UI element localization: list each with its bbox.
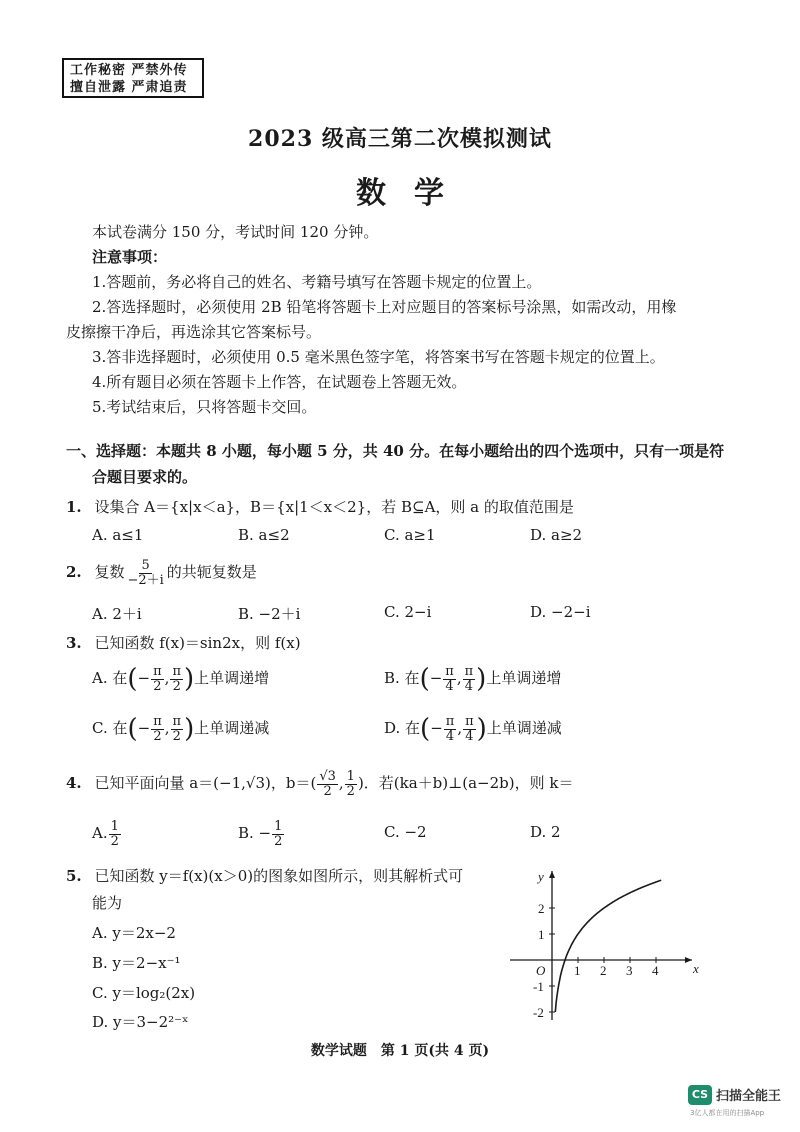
question-2 <box>66 558 257 588</box>
q5-option-c: C. y＝log₂(2x) <box>92 984 196 1002</box>
fraction <box>151 665 164 694</box>
q3-option-b: B. 在(− $\frac{\pi}{4}$ , $\frac{\pi}{4}$ )上单调递增 <box>384 663 562 694</box>
fraction-numerator: π <box>172 713 182 729</box>
y-axis-label: y <box>538 869 544 884</box>
x-tick-label-2: 2 <box>600 963 607 978</box>
option-label: A. <box>92 824 108 842</box>
fraction-numerator: π <box>464 663 474 679</box>
q5-option-a: A. y＝2x−2 <box>92 924 176 942</box>
option-label: B. − <box>238 824 272 842</box>
origin-label: O <box>536 963 546 978</box>
scanner-tagline: 3亿人都在用的扫描App <box>690 1109 765 1117</box>
stamp-line-1: 工作秘密 严禁外传 <box>70 63 188 78</box>
exam-subject: 数学 <box>356 176 472 211</box>
q2-option-b: B. −2＋i <box>238 605 301 623</box>
question-number: 4. <box>66 774 82 792</box>
left-paren: ( <box>419 664 430 694</box>
fraction-denominator: 2 <box>323 783 332 799</box>
page-footer: 数学试题 第 1 页(共 4 页) <box>310 1043 490 1059</box>
fraction-numerator: √3 <box>319 768 336 784</box>
fraction-numerator: 1 <box>110 818 119 834</box>
section-1-heading-cont: 合题目要求的。 <box>92 468 198 486</box>
q1-option-d: D. a≥2 <box>530 526 583 544</box>
question-5 <box>66 866 463 886</box>
fraction-numerator: π <box>172 663 181 679</box>
fraction-denominator: 2 <box>172 728 181 744</box>
y-axis-arrow <box>549 871 555 878</box>
y-tick-label-2: 2 <box>538 901 545 916</box>
notice-2: 2.答选择题时，必须使用 2B 铅笔将答题卡上对应题目的答案标号涂黑，如需改动，用橡 <box>92 298 677 316</box>
fraction-numerator: π <box>445 713 455 729</box>
option-label: B. 在 <box>384 669 420 687</box>
fraction <box>444 715 457 744</box>
notice-4: 4.所有题目必须在答题卡上作答，在试题卷上答题无效。 <box>92 373 467 391</box>
q5-option-d: D. y＝3−2²⁻ˣ <box>92 1013 189 1031</box>
option-suffix: 上单调递增 <box>194 669 270 687</box>
y-tick-label-neg1: -1 <box>533 979 544 994</box>
option-label: D. 在 <box>384 719 421 737</box>
stamp-line-2: 擅自泄露 严肃追责 <box>70 80 188 95</box>
q5-option-b: B. y＝2−x⁻¹ <box>92 954 181 972</box>
fraction-numerator: π <box>153 663 162 679</box>
notice-3: 3.答非选择题时，必须使用 0.5 毫米黑色签字笔，将答案书写在答题卡规定的位置上。 <box>92 348 665 366</box>
question-number: 2. <box>66 563 82 581</box>
question-number: 5. <box>66 867 82 885</box>
question-number: 1. <box>66 498 82 516</box>
notice-2-cont: 皮擦擦干净后，再选涂其它答案标号。 <box>66 323 322 341</box>
fraction-denominator: 4 <box>445 728 455 744</box>
x-tick-label-1: 1 <box>574 963 581 978</box>
q1-option-c: C. a≥1 <box>384 526 436 544</box>
q3-option-d: D. 在(− $\frac{\pi}{4}$ , $\frac{\pi}{4}$ )上单调递减 <box>384 713 562 744</box>
x-axis-arrow <box>685 957 692 963</box>
option-suffix: 上单调递增 <box>486 669 562 687</box>
fraction-denominator: 2 <box>346 783 355 799</box>
fraction-denominator: 2 <box>153 678 162 694</box>
fraction <box>109 820 121 849</box>
scanner-logo: CS <box>688 1085 712 1105</box>
question-stem-a: 已知平面向量 a＝(−1,√3)，b＝( <box>94 774 317 792</box>
x-axis-label: x <box>693 961 699 976</box>
q2-option-d: D. −2−i <box>530 603 591 621</box>
fraction-denominator: 4 <box>465 728 474 744</box>
left-paren: ( <box>420 714 431 744</box>
question-stem: 设集合 A＝{x|x＜a}，B＝{x|1＜x＜2}，若 B⊆A，则 a 的取值范围是 <box>94 498 574 516</box>
score-line: 本试卷满分 150 分，考试时间 120 分钟。 <box>92 223 379 241</box>
question-stem-prefix: 复数 <box>94 563 125 581</box>
q1-option-a: A. a≤1 <box>92 526 144 544</box>
question-stem: 已知函数 f(x)＝sin2x，则 f(x) <box>94 634 301 652</box>
fraction-denominator: 2 <box>172 678 181 694</box>
fraction <box>125 559 165 588</box>
exam-title: 2023 级高三第二次模拟测试 <box>248 126 552 152</box>
fraction-denominator: −2＋i <box>127 572 164 588</box>
fraction-numerator: π <box>465 713 474 729</box>
q4-option-b <box>238 818 285 849</box>
option-suffix: 上单调递减 <box>194 719 270 737</box>
question-stem-line-1: 已知函数 y＝f(x)(x＞0)的图象如图所示，则其解析式可 <box>94 867 464 885</box>
fraction-numerator: 5 <box>141 557 150 573</box>
fraction <box>463 665 476 694</box>
notice-1: 1.答题前，务必将自己的姓名、考籍号填写在答题卡规定的位置上。 <box>92 273 542 291</box>
left-paren: ( <box>127 714 138 744</box>
confidential-stamp <box>62 58 204 98</box>
fraction <box>443 665 456 694</box>
function-graph <box>500 865 700 1025</box>
option-suffix: 上单调递减 <box>486 719 562 737</box>
fraction <box>151 715 164 744</box>
left-paren: ( <box>127 664 138 694</box>
question-number: 3. <box>66 634 82 652</box>
q4-option-a <box>92 818 122 849</box>
fraction <box>317 770 338 799</box>
fraction <box>171 715 184 744</box>
fraction-denominator: 4 <box>445 678 454 694</box>
right-paren: ) <box>184 714 195 744</box>
question-stem-b: )．若(ka＋b)⊥(a−2b)，则 k＝ <box>357 774 574 792</box>
fraction <box>463 715 476 744</box>
fraction-denominator: 2 <box>110 833 119 849</box>
function-curve <box>555 880 661 1012</box>
right-paren: ) <box>476 714 487 744</box>
fraction-numerator: π <box>445 663 454 679</box>
question-3 <box>66 633 301 653</box>
fraction <box>170 665 183 694</box>
option-label: C. 在 <box>92 719 128 737</box>
scanner-brand: 扫描全能王 <box>716 1089 782 1104</box>
q4-option-d: D. 2 <box>530 823 561 841</box>
q2-option-c: C. 2−i <box>384 603 432 621</box>
option-label: A. 在 <box>92 669 128 687</box>
fraction-numerator: 1 <box>346 768 355 784</box>
question-stem-suffix: 的共轭复数是 <box>166 563 257 581</box>
fraction-denominator: 2 <box>153 728 162 744</box>
right-paren: ) <box>183 664 195 694</box>
fraction <box>345 770 357 799</box>
q4-option-c: C. −2 <box>384 823 427 841</box>
question-1 <box>66 497 574 517</box>
fraction-denominator: 4 <box>464 678 474 694</box>
notice-title: 注意事项： <box>92 248 168 266</box>
fraction-numerator: 1 <box>274 818 283 834</box>
question-4: 4. 已知平面向量 a＝(−1,√3)，b＝( $\frac{√3}{2}$ , $\frac{1}{2}$ )．若(ka＋b)⊥(a−2b)，则 k＝ <box>66 768 574 799</box>
fraction <box>272 820 284 849</box>
fraction-denominator: 2 <box>274 833 283 849</box>
fraction-numerator: π <box>153 713 162 729</box>
q3-option-a: A. 在(− $\frac{\pi}{2}$ , $\frac{\pi}{2}$ )上单调递增 <box>92 663 270 694</box>
q2-option-a: A. 2＋i <box>92 605 142 623</box>
right-paren: ) <box>476 664 487 694</box>
q3-option-c: C. 在(− $\frac{\pi}{2}$ , $\frac{\pi}{2}$ )上单调递减 <box>92 713 270 744</box>
question-stem-line-2: 能为 <box>92 894 123 912</box>
section-1-heading: 一、选择题：本题共 8 小题，每小题 5 分，共 40 分。在每小题给出的四个选项中，只有一项是符 <box>66 442 725 460</box>
q1-option-b: B. a≤2 <box>238 526 290 544</box>
x-tick-label-3: 3 <box>626 963 633 978</box>
notice-5: 5.考试结束后，只将答题卡交回。 <box>92 398 317 416</box>
y-tick-label-1: 1 <box>538 927 545 942</box>
x-tick-label-4: 4 <box>652 963 659 978</box>
y-tick-label-neg2: -2 <box>533 1005 544 1020</box>
